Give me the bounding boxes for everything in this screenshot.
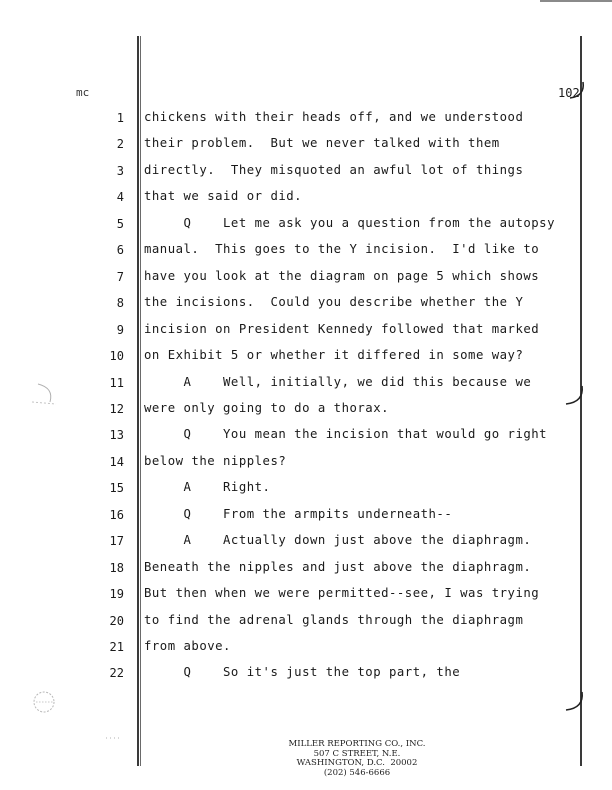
line-number: 8 xyxy=(116,296,124,310)
transcript-line-text: from above. xyxy=(144,639,231,653)
transcript-line-text: below the nipples? xyxy=(144,454,287,468)
footer-city: WASHINGTON, D.C. 20002 xyxy=(296,758,418,768)
transcript-line-text: manual. This goes to the Y incision. I'd like to xyxy=(144,242,540,256)
line-number: 14 xyxy=(109,455,124,469)
line-number: 15 xyxy=(109,481,124,495)
transcript-line-text: the incisions. Could you describe whether the Y xyxy=(144,295,524,309)
line-number: 22 xyxy=(109,666,124,680)
binding-mark-bottom xyxy=(562,690,588,716)
scan-dots xyxy=(104,734,124,742)
transcript-line-text: Beneath the nipples and just above the diaphragm. xyxy=(144,560,532,574)
line-number: 6 xyxy=(116,243,124,257)
footer-phone: (202) 546-6666 xyxy=(323,767,391,778)
footer-street: 507 C STREET, N.E. xyxy=(313,748,401,759)
line-number: 3 xyxy=(116,164,124,178)
transcript-line-text: chickens with their heads off, and we understood xyxy=(144,110,524,124)
line-number: 1 xyxy=(116,111,124,125)
transcript-line-text: have you look at the diagram on page 5 which shows xyxy=(144,269,540,283)
transcript-line-text: on Exhibit 5 or whether it differed in some way? xyxy=(144,348,524,362)
left-margin-rule-inner xyxy=(140,36,141,766)
line-number: 10 xyxy=(109,349,124,363)
left-margin-rule xyxy=(137,36,139,766)
line-number: 7 xyxy=(116,270,124,284)
scan-smudge-upper xyxy=(28,380,60,410)
transcript-line-text: But then when we were permitted--see, I was trying xyxy=(144,586,540,600)
line-number: 13 xyxy=(109,428,124,442)
transcript-line-text: their problem. But we never talked with them xyxy=(144,136,500,150)
transcript-line-text: incision on President Kennedy followed that marked xyxy=(144,322,540,336)
scan-smudge-lower xyxy=(30,688,60,718)
transcript-line-text: were only going to do a thorax. xyxy=(144,401,390,415)
transcript-line-text: Q So it's just the top part, the xyxy=(144,665,461,679)
line-number: 2 xyxy=(116,137,124,151)
line-number: 21 xyxy=(109,640,124,654)
transcript-line-text: Q You mean the incision that would go right xyxy=(144,427,548,441)
line-number: 17 xyxy=(109,534,124,548)
page-number: 102 xyxy=(558,86,580,100)
line-number: 11 xyxy=(109,376,124,390)
reporter-initials: mc xyxy=(76,86,90,99)
transcript-line-text: Q From the armpits underneath-- xyxy=(144,507,453,521)
transcript-line-text: to find the adrenal glands through the diaphragm xyxy=(144,613,524,627)
transcript-line-text: Q Let me ask you a question from the autopsy xyxy=(144,216,555,230)
line-number: 19 xyxy=(109,587,124,601)
transcript-line-text: directly. They misquoted an awful lot of things xyxy=(144,163,524,177)
binding-mark-top xyxy=(566,80,588,104)
line-number: 18 xyxy=(109,561,124,575)
transcript-line-text: A Well, initially, we did this because we xyxy=(144,375,532,389)
transcript-line-text: A Right. xyxy=(144,480,271,494)
transcript-line-text: that we said or did. xyxy=(144,189,303,203)
line-number: 9 xyxy=(116,323,124,337)
transcript-line-text: A Actually down just above the diaphragm. xyxy=(144,533,532,547)
footer-company: MILLER REPORTING CO., INC. xyxy=(288,739,426,749)
reporter-footer xyxy=(262,740,452,778)
binding-mark-middle xyxy=(562,384,588,410)
line-number: 20 xyxy=(109,614,124,628)
line-number: 12 xyxy=(109,402,124,416)
line-number: 16 xyxy=(109,508,124,522)
line-number: 4 xyxy=(116,190,124,204)
line-number: 5 xyxy=(116,217,124,231)
scan-edge-line xyxy=(540,0,612,2)
